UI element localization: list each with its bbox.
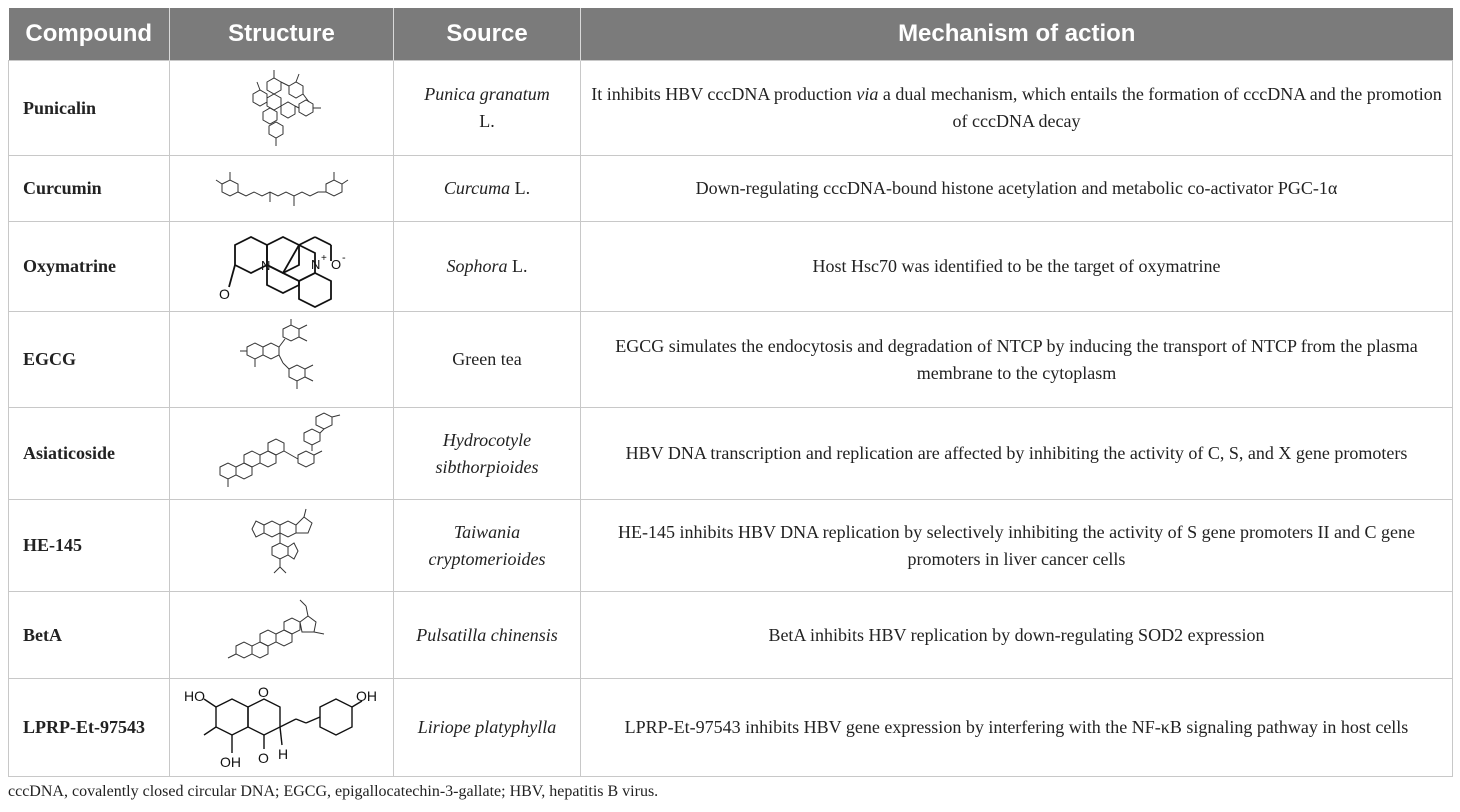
he145-structure-icon: [242, 503, 322, 589]
table-row: [9, 408, 1453, 500]
compound-table: [8, 8, 1453, 777]
source-text: Sophora L.: [446, 256, 528, 276]
mechanism-cell: [581, 156, 1453, 222]
structure-cell: [170, 592, 394, 679]
compound-name: EGCG: [9, 312, 170, 408]
lprp-hydrogen-label: H: [277, 745, 288, 762]
lprp-oh-right-label: OH: [355, 687, 377, 704]
table-row: [9, 61, 1453, 156]
source-cell: [394, 156, 581, 222]
mechanism-cell: [581, 312, 1453, 408]
source-text: Pulsatilla chinensis: [416, 624, 558, 645]
lprp-oh-bottom-label: OH: [219, 753, 241, 770]
source-cell: [394, 222, 581, 312]
mechanism-cell: [581, 222, 1453, 312]
oxymatrine-o-label: O: [218, 285, 230, 302]
egcg-structure-icon: [237, 317, 327, 403]
source-text: Curcuma L.: [443, 178, 531, 198]
mechanism-cell: [581, 61, 1453, 156]
mechanism-text: HE-145 inhibits HBV DNA replication by selectively inhibiting the activity of S gene promoters II and C gene promoters in liver cancer cells: [617, 521, 1416, 569]
table-row: [9, 500, 1453, 592]
structure-cell: [170, 500, 394, 592]
structure-cell: [170, 408, 394, 500]
punicalin-structure-icon: [227, 64, 337, 152]
source-cell: [394, 408, 581, 500]
mechanism-text: Host Hsc70 was identified to be the target of oxymatrine: [812, 256, 1221, 276]
mechanism-text: EGCG simulates the endocytosis and degradation of NTCP by inducing the transport of NTCP from the plasma membrane to the cytoplasm: [615, 335, 1418, 383]
oxymatrine-nplus-label: N: [310, 256, 320, 272]
source-text: Liriope platyphylla: [417, 717, 557, 737]
source-cell: [394, 61, 581, 156]
curcumin-structure-icon: [212, 166, 352, 212]
compound-name: LPRP-Et-97543: [9, 679, 170, 777]
mechanism-text: It inhibits HBV cccDNA production via a dual mechanism, which entails the formation of cccDNA and the promotion of cccDNA decay: [591, 84, 1442, 131]
mechanism-text: Down-regulating cccDNA-bound histone acetylation and metabolic co-activator PGC-1α: [695, 178, 1338, 198]
oxymatrine-n-label: N: [260, 257, 270, 273]
header-source: Source: [394, 8, 581, 61]
table-row: [9, 222, 1453, 312]
mechanism-text: BetA inhibits HBV replication by down-regulating SOD2 expression: [768, 624, 1265, 645]
oxymatrine-minus-sign: -: [341, 251, 346, 264]
header-structure: Structure: [170, 8, 394, 61]
mechanism-text: LPRP-Et-97543 inhibits HBV gene expression by interfering with the NF-κB signaling pathway in host cells: [624, 717, 1409, 737]
source-text: Taiwania cryptomerioides: [428, 521, 546, 569]
structure-cell: [170, 156, 394, 222]
mechanism-text: HBV DNA transcription and replication are affected by inhibiting the activity of C, S, and X gene promoters: [625, 443, 1408, 463]
source-cell: [394, 312, 581, 408]
table-header-row: [9, 8, 1453, 61]
structure-cell: [170, 679, 394, 777]
source-cell: [394, 679, 581, 777]
beta-structure-icon: [222, 594, 342, 676]
lprp-ho-label: HO: [183, 687, 205, 704]
source-text: Punica granatum L.: [424, 84, 550, 131]
asiaticoside-structure-icon: [212, 411, 352, 497]
compound-name: HE-145: [9, 500, 170, 592]
mechanism-cell: [581, 408, 1453, 500]
lprp-structure-icon: [182, 683, 382, 773]
table-row: [9, 679, 1453, 777]
lprp-ring-oxygen-label: O: [257, 683, 269, 700]
structure-cell: [170, 312, 394, 408]
header-mechanism: Mechanism of action: [581, 8, 1453, 61]
header-compound: Compound: [9, 8, 170, 61]
table-row: [9, 592, 1453, 679]
source-text: Hydrocotyle sibthorpioides: [435, 429, 539, 477]
structure-cell: [170, 61, 394, 156]
source-cell: [394, 500, 581, 592]
oxymatrine-o-minus-label: O: [330, 256, 341, 272]
mechanism-cell: [581, 500, 1453, 592]
oxymatrine-structure-icon: [207, 225, 357, 309]
compound-name: Curcumin: [9, 156, 170, 222]
mechanism-cell: [581, 592, 1453, 679]
compound-name: Asiaticoside: [9, 408, 170, 500]
table-row: [9, 312, 1453, 408]
table-footnote: cccDNA, covalently closed circular DNA; EGCG, epigallocatechin-3-gallate; HBV, hepatitis B virus.: [8, 783, 659, 800]
compound-name: Punicalin: [9, 61, 170, 156]
lprp-keto-oxygen-label: O: [257, 749, 269, 766]
source-text: Green tea: [452, 349, 522, 369]
mechanism-cell: [581, 679, 1453, 777]
structure-cell: [170, 222, 394, 312]
compound-name: Oxymatrine: [9, 222, 170, 312]
compound-name: BetA: [9, 592, 170, 679]
source-cell: [394, 592, 581, 679]
table-row: [9, 156, 1453, 222]
oxymatrine-plus-sign: +: [320, 252, 327, 264]
